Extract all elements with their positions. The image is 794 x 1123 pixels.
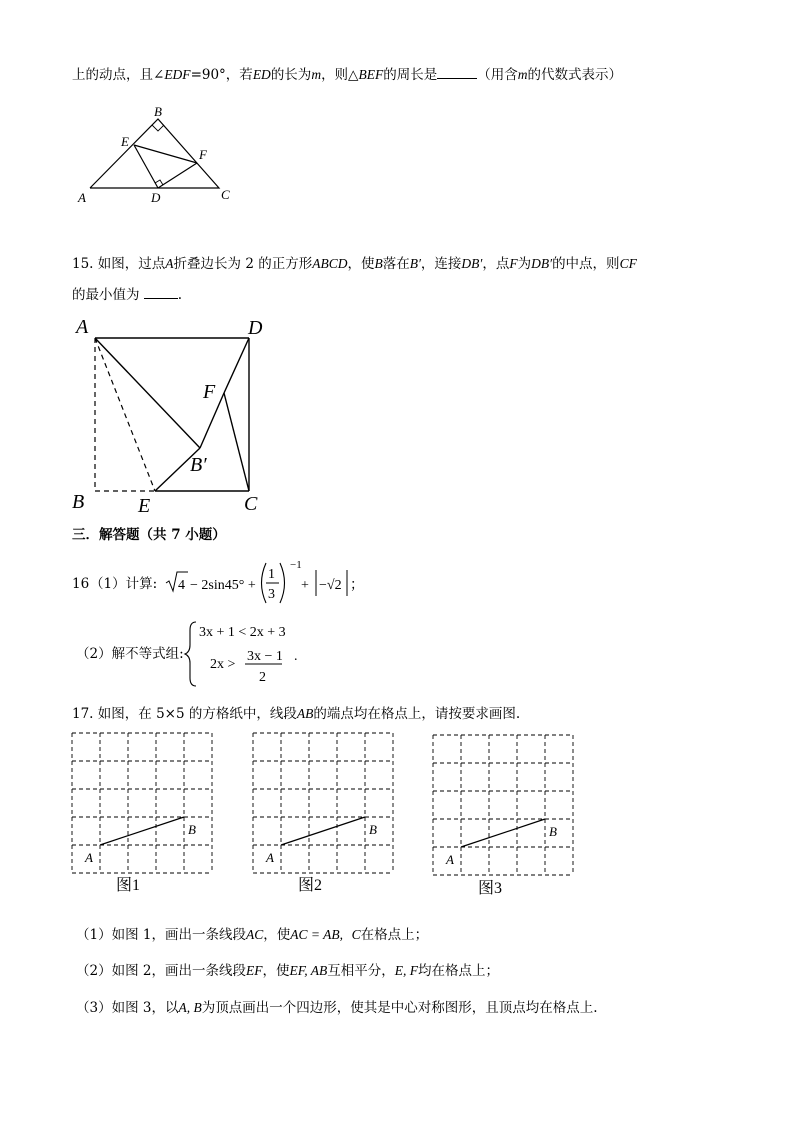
q16-number: 16	[72, 576, 90, 592]
point-b-label: B	[549, 824, 557, 839]
q14-var-m: m	[311, 67, 322, 82]
q17-s1-c: C	[351, 927, 361, 942]
q17-grid-3	[433, 735, 573, 875]
q17-subquestion-1	[76, 928, 428, 943]
q15-text-min: 的最小值为	[72, 287, 140, 303]
q16-part2-label: （2）解不等式组:	[76, 646, 184, 662]
q17-s2-ef2: E, F	[394, 963, 418, 978]
q15-point-b: B	[374, 256, 383, 271]
q17-s1-d: 在格点上；	[360, 927, 429, 943]
q14-label-b: B	[154, 104, 162, 119]
q15-label-e: E	[138, 495, 151, 517]
q17-caption-fig3: 图3	[478, 880, 503, 897]
q14-triangle-bef: BEF	[358, 67, 384, 82]
q15-label-b: B	[72, 491, 85, 513]
q17-s2-ef: EF	[245, 963, 263, 978]
q17-grid-2	[253, 733, 393, 873]
q14-label-c: C	[221, 187, 230, 202]
q15-point-bprime: B′	[409, 256, 421, 271]
q17-subquestion-3	[76, 1001, 598, 1016]
q16-part1-label: （1）计算:	[90, 576, 158, 592]
q16-inequality-1: 3x + 1 < 2x + 3	[199, 625, 286, 640]
q17-caption-fig1: 图1	[116, 877, 141, 894]
q14-text-b: =90°，若	[190, 67, 253, 83]
q14-label-d: D	[151, 190, 161, 205]
q16-fraction-num: 1	[268, 567, 275, 582]
q14-label-e: E	[121, 134, 129, 149]
q15-text-a: 如图，过点	[97, 256, 166, 272]
segment-ab	[461, 819, 545, 847]
q17-caption-fig2: 图2	[298, 877, 323, 894]
point-b-label: B	[188, 822, 196, 837]
q17-intro-a: 如图，在 5×5 的方格纸中，线段	[97, 706, 297, 722]
q17-s2-c: 互相平分，	[327, 963, 395, 979]
q15-text-g: 为	[517, 256, 532, 272]
q16-exponent: −1	[290, 559, 302, 571]
q17-s2-a: （2）如图 2，画出一条线段	[76, 963, 246, 979]
segment-ab	[281, 817, 365, 845]
q17-s3-ab: A, B	[178, 1000, 202, 1015]
q14-var-m2: m	[517, 67, 528, 82]
q14-segment-ed: ED	[252, 67, 271, 82]
q17-s1-a: （1）如图 1，画出一条线段	[76, 927, 246, 943]
q16-sin-term: − 2sin45° +	[190, 578, 256, 593]
q15-point-a: A	[165, 256, 174, 271]
q16-inequality-2-den: 2	[259, 670, 266, 685]
q14-text-d: ，则△	[321, 67, 359, 83]
q17-grid-1	[72, 733, 212, 873]
q15-square-abcd: ABCD	[312, 256, 348, 271]
q15-label-d: D	[248, 317, 263, 339]
section-heading: 三．解答题（共 7 小题）	[72, 527, 226, 543]
q15-text-h: 的中点，则	[552, 256, 620, 272]
q15-text-f: ，点	[482, 256, 510, 272]
q16-inequality-2-left: 2x >	[210, 657, 236, 672]
q15-text-d: 落在	[382, 256, 410, 272]
point-a-label: A	[85, 850, 93, 865]
q15-number: 15.	[72, 256, 94, 272]
q17-subquestion-2	[76, 964, 499, 979]
q15-segment-cf: CF	[619, 256, 637, 271]
q15-text-c: ，使	[347, 256, 375, 272]
q17-s2-d: 均在格点上；	[418, 963, 499, 979]
q17-s2-b: ，使	[262, 963, 290, 979]
q15-point-f: F	[509, 256, 518, 271]
q14-angle-edf: EDF	[164, 67, 191, 82]
q16-fraction-den: 3	[268, 587, 275, 602]
q14-label-a: A	[78, 190, 86, 205]
q16-semicolon: ；	[350, 578, 364, 593]
q15-label-a: A	[76, 316, 89, 338]
q16-abs-content: −√2	[319, 578, 342, 593]
q16-sqrt-four: 4	[178, 578, 185, 593]
q15-label-c: C	[244, 493, 258, 515]
q17-s1-ac: AC	[245, 927, 264, 942]
q17-s3-a: （3）如图 3，以	[76, 1000, 179, 1016]
point-a-label: A	[446, 852, 454, 867]
q14-text-g: 的代数式表示）	[527, 67, 622, 83]
point-b-label: B	[369, 822, 377, 837]
q14-text-f: （用含	[477, 67, 518, 83]
point-a-label: A	[266, 850, 274, 865]
q17-s1-b: ，使	[263, 927, 291, 943]
q15-label-f: F	[203, 381, 216, 403]
q15-segment-db: DB′	[461, 256, 483, 271]
q17-segment-ab: AB	[296, 706, 314, 721]
q14-text-e: 的周长是	[383, 67, 438, 83]
q17-number: 17.	[72, 706, 94, 722]
q16-plus: +	[301, 578, 309, 593]
q16-inequality-2-num: 3x − 1	[247, 649, 283, 664]
segment-ab	[100, 817, 184, 845]
q17-s1-eq: AC = AB,	[290, 927, 343, 942]
q16-period: .	[294, 649, 298, 664]
q15-segment-db2: DB′	[531, 256, 553, 271]
q15-period: .	[177, 287, 183, 303]
q14-text-c: 的长为	[270, 67, 312, 83]
q14-label-f: F	[199, 147, 207, 162]
q15-text-b: 折叠边长为 2 的正方形	[173, 256, 313, 272]
q15-label-bprime: B′	[190, 454, 207, 476]
q17-intro-b: 的端点均在格点上，请按要求画图.	[313, 706, 521, 722]
q17-s3-b: 为顶点画出一个四边形，使其是中心对称图形，且顶点均在格点上.	[201, 1000, 598, 1016]
q17-s2-efab: EF, AB	[289, 963, 328, 978]
q14-text-a: 上的动点，且∠	[72, 67, 165, 83]
q15-text-e: ，连接	[420, 256, 462, 272]
